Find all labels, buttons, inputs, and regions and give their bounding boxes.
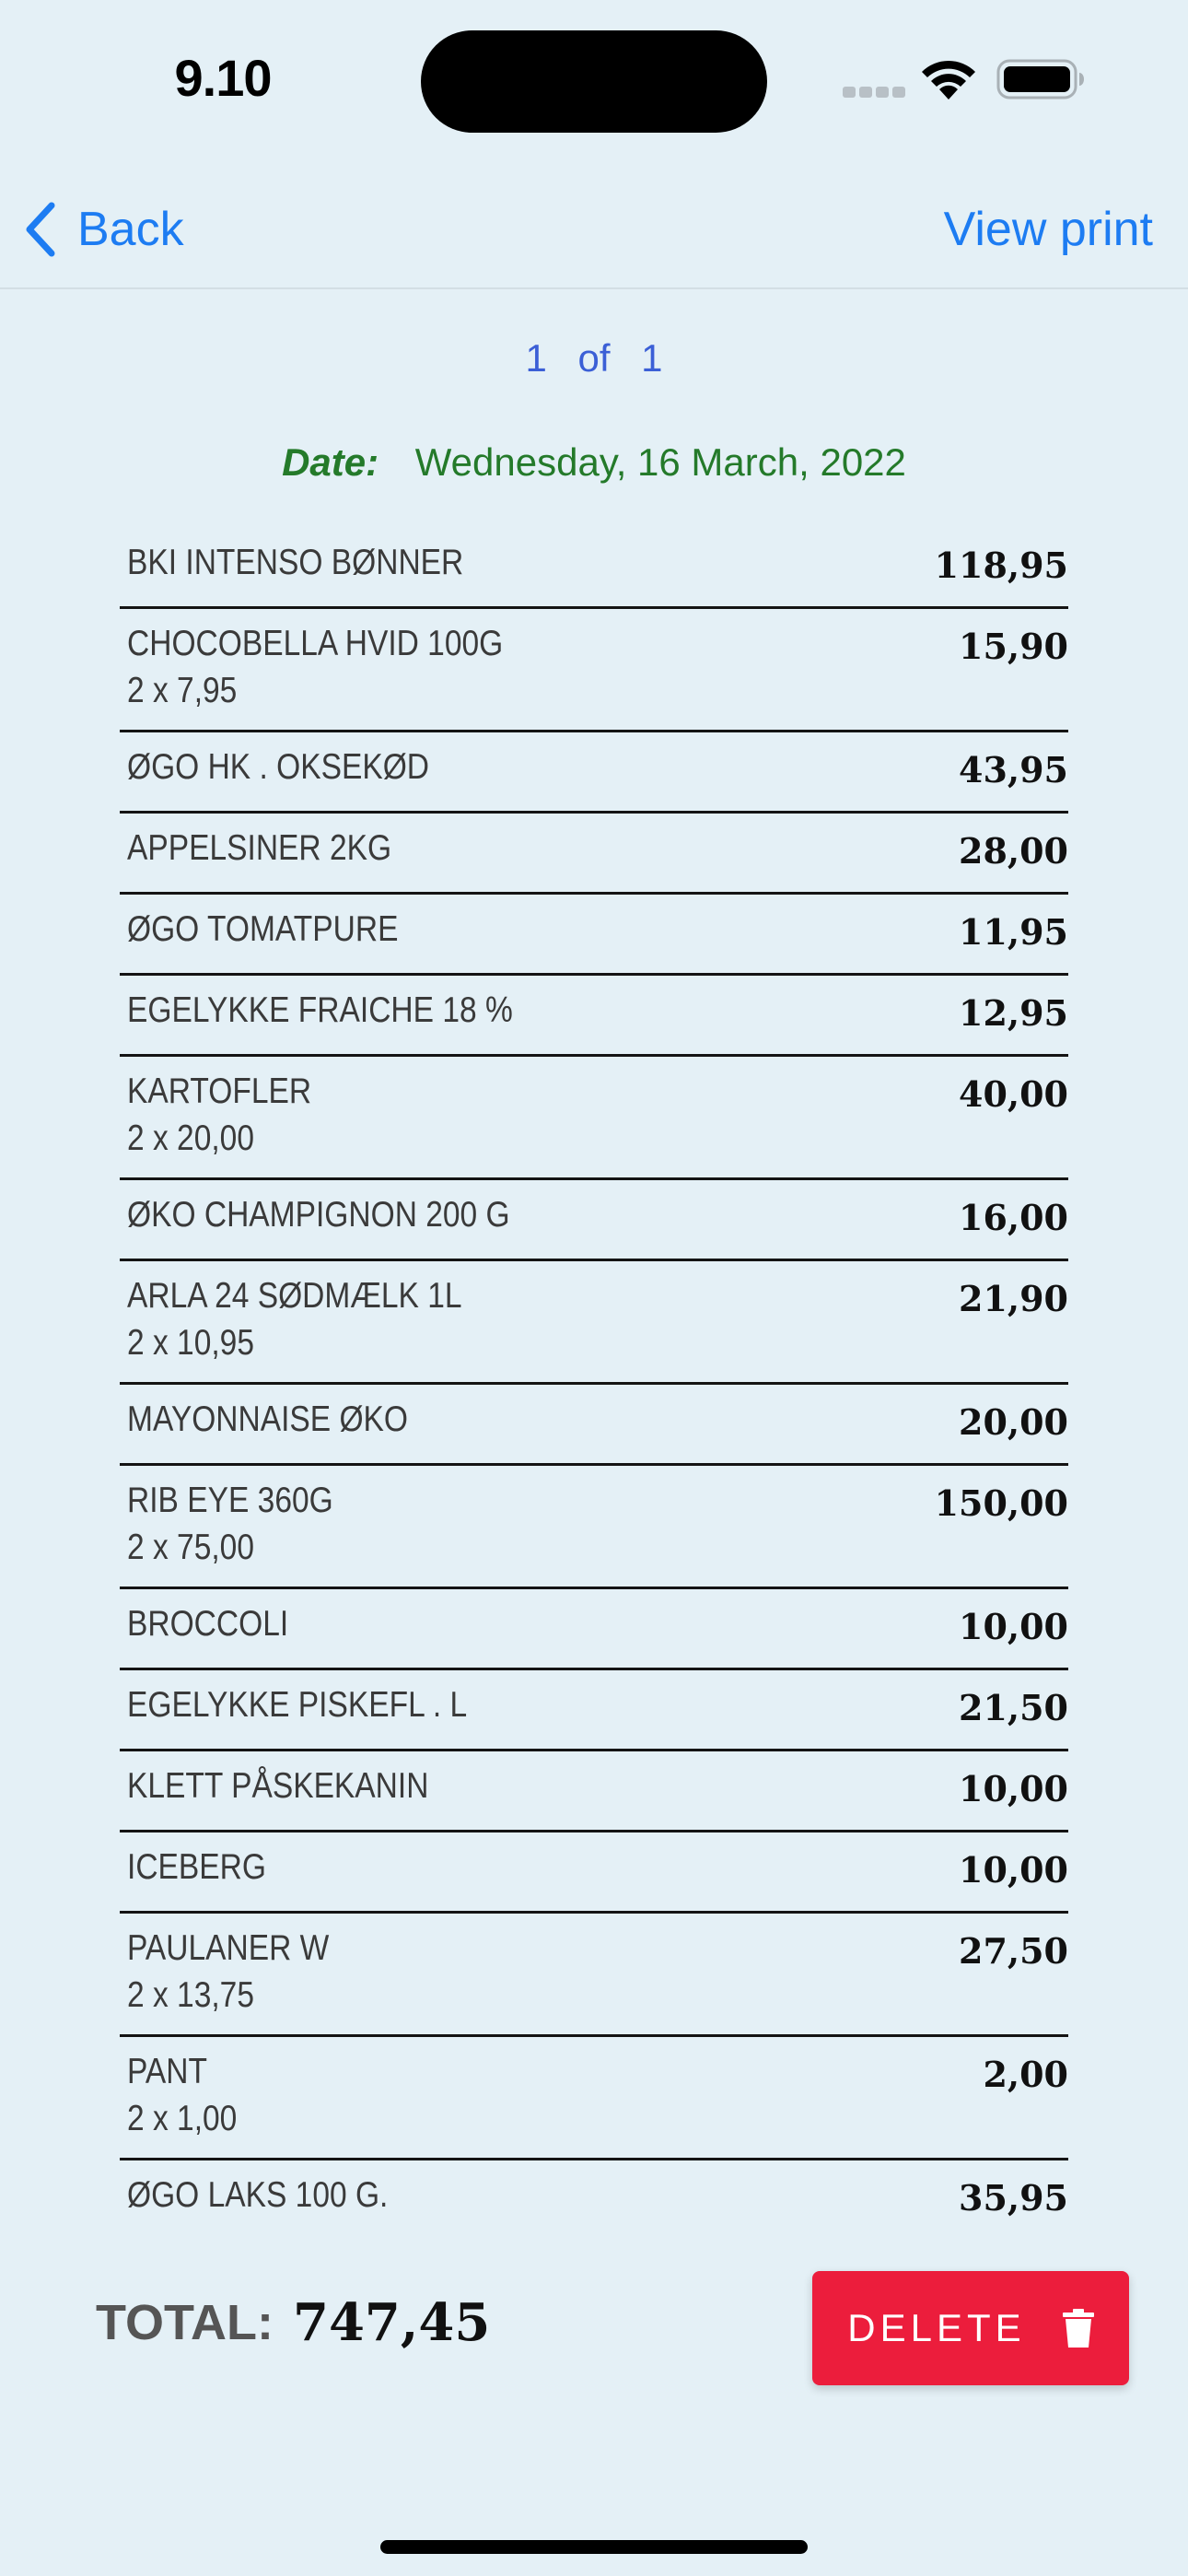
home-indicator [380, 2540, 808, 2554]
item-name: ØKO CHAMPIGNON 200 G [127, 1195, 510, 1235]
receipt-date [0, 440, 1188, 485]
total-label: TOTAL: [96, 2295, 274, 2350]
receipt-item [120, 1261, 1068, 1385]
item-price: 150,00 [934, 1482, 1068, 1524]
receipt-item [120, 2037, 1068, 2160]
item-name: PAULANER W [127, 1928, 330, 1968]
item-name: BKI INTENSO BØNNER [127, 543, 464, 582]
view-print-button[interactable]: View print [943, 203, 1153, 256]
item-name: KARTOFLER [127, 1071, 312, 1111]
item-price: 12,95 [959, 992, 1068, 1034]
receipt-item [120, 1670, 1068, 1751]
page-indicator: 1 of 1 [525, 336, 663, 380]
total-value: 747,45 [293, 2292, 491, 2353]
item-price: 27,50 [959, 1930, 1068, 1972]
wifi-icon [920, 57, 977, 100]
item-name: EGELYKKE FRAICHE 18 % [127, 990, 513, 1030]
item-name: APPELSINER 2KG [127, 828, 392, 868]
receipt-item [120, 609, 1068, 732]
receipt-item [120, 1832, 1068, 1914]
receipt-item [120, 1751, 1068, 1832]
item-name: RIB EYE 360G [127, 1481, 333, 1520]
item-price: 40,00 [959, 1073, 1068, 1115]
status-bar [0, 0, 1188, 166]
item-quantity: 2 x 13,75 [127, 1975, 255, 2015]
receipt-item [120, 1589, 1068, 1670]
item-price: 35,95 [959, 2177, 1068, 2219]
item-name: ØGO HK . OKSEKØD [127, 747, 430, 787]
date-value: Wednesday, 16 March, 2022 [414, 440, 906, 484]
signal-icon [843, 87, 905, 98]
battery-icon [996, 59, 1085, 100]
item-price: 2,00 [983, 2054, 1068, 2095]
receipt-item [120, 814, 1068, 895]
item-quantity: 2 x 7,95 [127, 671, 238, 710]
receipt-item [120, 1466, 1068, 1589]
item-name: MAYONNAISE ØKO [127, 1399, 409, 1439]
item-price: 16,00 [959, 1197, 1068, 1238]
status-time: 9.10 [174, 49, 272, 107]
delete-button[interactable] [812, 2271, 1129, 2385]
item-name: ØGO LAKS 100 G. [127, 2175, 389, 2215]
item-quantity: 2 x 10,95 [127, 1323, 255, 1363]
back-label: Back [77, 203, 184, 256]
item-price: 21,50 [959, 1687, 1068, 1728]
item-price: 10,00 [959, 1768, 1068, 1809]
item-name: PANT [127, 2052, 207, 2091]
date-label: Date: [282, 440, 379, 484]
item-name: KLETT PÅSKEKANIN [127, 1766, 429, 1806]
item-price: 118,95 [934, 544, 1068, 586]
item-price: 43,95 [959, 749, 1068, 790]
receipt-item [120, 895, 1068, 976]
back-button[interactable] [22, 197, 184, 262]
dynamic-island [421, 30, 767, 133]
item-price: 20,00 [959, 1401, 1068, 1443]
receipt-item [120, 732, 1068, 814]
item-name: ØGO TOMATPURE [127, 909, 399, 949]
item-quantity: 2 x 20,00 [127, 1118, 255, 1158]
item-name: ICEBERG [127, 1847, 266, 1887]
receipt-item [120, 528, 1068, 609]
item-name: EGELYKKE PISKEFL . L [127, 1685, 468, 1725]
chevron-left-icon [22, 200, 59, 259]
item-quantity: 2 x 1,00 [127, 2099, 238, 2138]
item-name: BROCCOLI [127, 1604, 289, 1644]
item-price: 11,95 [959, 911, 1068, 953]
item-price: 28,00 [959, 830, 1068, 872]
item-price: 21,90 [959, 1278, 1068, 1319]
item-price: 10,00 [959, 1606, 1068, 1647]
receipt-item-list [120, 528, 1068, 2242]
item-quantity: 2 x 75,00 [127, 1528, 255, 1567]
receipt-item [120, 976, 1068, 1057]
receipt-item [120, 1057, 1068, 1180]
item-name: ARLA 24 SØDMÆLK 1L [127, 1276, 462, 1316]
receipt-item [120, 1385, 1068, 1466]
item-price: 10,00 [959, 1849, 1068, 1891]
delete-label: DELETE [847, 2306, 1026, 2349]
item-name: CHOCOBELLA HVID 100G [127, 624, 504, 663]
trash-icon [1063, 2309, 1094, 2348]
receipt-item [120, 1914, 1068, 2037]
item-price: 15,90 [959, 626, 1068, 667]
receipt-item [120, 2160, 1068, 2242]
receipt-item [120, 1180, 1068, 1261]
navigation-bar [0, 166, 1188, 289]
